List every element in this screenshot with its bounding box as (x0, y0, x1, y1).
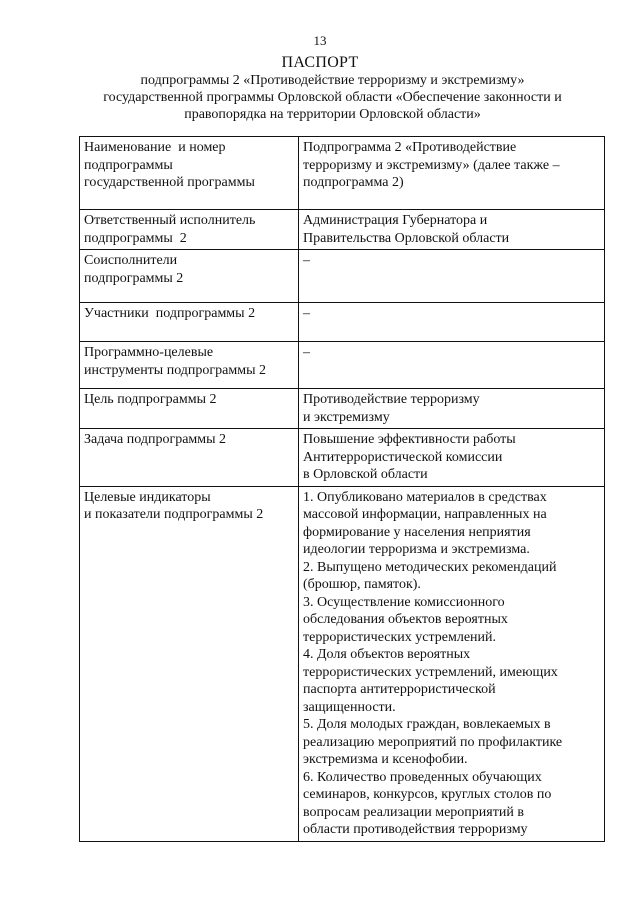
label-line: подпрограммы 2 (84, 270, 184, 286)
row-value-cell (299, 486, 605, 841)
label-line: государственной программы (84, 175, 255, 190)
value-line: 3. Осуществление комиссионного (303, 594, 505, 610)
row-value-cell (299, 137, 605, 210)
document-subtitle (60, 72, 605, 123)
label-line: Задача подпрограммы 2 (84, 432, 227, 447)
value-line: подпрограмма 2) (303, 175, 404, 190)
value-line: формирование у населения неприятия (303, 524, 531, 540)
value-line: Повышение эффективности работы (303, 432, 516, 447)
label-line: подпрограммы (84, 157, 173, 173)
row-value-cell (299, 342, 605, 389)
value-line: защищенности. (303, 699, 396, 715)
value-line: идеологии терроризма и экстремизма. (303, 542, 530, 557)
row-label-cell (80, 210, 299, 250)
value-line: семинаров, конкурсов, круглых столов по (303, 787, 552, 802)
label-line: Участники подпрограммы 2 (84, 306, 256, 321)
table-row (80, 303, 605, 342)
subtitle-line: государственной программы Орловской области «Обеспечение законности и (103, 90, 562, 105)
row-label-cell (80, 250, 299, 303)
value-line: паспорта антитеррористической (303, 682, 496, 697)
label-line: Цель подпрограммы 2 (84, 392, 217, 407)
row-value-cell (299, 429, 605, 487)
value-line: (брошюр, памяток). (303, 577, 421, 592)
value-line: – (303, 253, 310, 268)
value-line: Подпрограмма 2 «Противодействие (303, 140, 517, 155)
table-row (80, 429, 605, 487)
label-line: Ответственный исполнитель (84, 213, 256, 228)
value-line: террористических устремлений. (303, 629, 497, 645)
table-row (80, 250, 605, 303)
value-line: Антитеррористической комиссии (303, 449, 503, 465)
value-line: Правительства Орловской области (303, 230, 510, 246)
value-line: и экстремизму (303, 409, 390, 425)
row-label-cell (80, 486, 299, 841)
value-line: экстремизма и ксенофобии. (303, 752, 468, 767)
row-label-cell (80, 137, 299, 210)
row-label-cell (80, 303, 299, 342)
row-value-cell (299, 303, 605, 342)
value-line: 6. Количество проведенных обучающих (303, 769, 542, 785)
value-line: 1. Опубликовано материалов в средствах (303, 489, 547, 505)
label-line: инструменты подпрограммы 2 (84, 362, 266, 378)
row-label-cell (80, 342, 299, 389)
table-row (80, 210, 605, 250)
label-line: подпрограммы 2 (84, 230, 187, 246)
row-value-cell (299, 210, 605, 250)
value-line: 4. Доля объектов вероятных (303, 647, 471, 662)
value-line: – (303, 306, 310, 321)
table-row (80, 342, 605, 389)
subtitle-line: подпрограммы 2 «Противодействие терроризму и экстремизму» (140, 73, 525, 88)
value-line: 2. Выпущено методических рекомендаций (303, 559, 557, 575)
table-row (80, 137, 605, 210)
table-row (80, 486, 605, 841)
value-line: массовой информации, направленных на (303, 507, 547, 522)
value-line: терроризму и экстремизму» (далее также – (303, 157, 560, 173)
value-line: реализацию мероприятий по профилактике (303, 734, 563, 750)
label-line: Целевые индикаторы (84, 489, 211, 505)
row-value-cell (299, 389, 605, 429)
value-line: области противодействия терроризму (303, 822, 528, 837)
value-line: в Орловской области (303, 467, 428, 482)
label-line: Соисполнители (84, 253, 178, 268)
label-line: и показатели подпрограммы 2 (84, 507, 264, 522)
table-row (80, 389, 605, 429)
value-line: обследования объектов вероятных (303, 612, 508, 627)
label-line: Программно-целевые (84, 345, 214, 360)
passport-table (79, 136, 605, 842)
row-value-cell (299, 250, 605, 303)
value-line: Противодействие терроризму (303, 392, 480, 407)
subtitle-line: правопорядка на территории Орловской области» (184, 107, 481, 122)
value-line: вопросам реализации мероприятий в (303, 804, 524, 820)
value-line: 5. Доля молодых граждан, вовлекаемых в (303, 717, 551, 732)
document-title: ПАСПОРТ (281, 54, 359, 71)
label-line: Наименование и номер (84, 140, 226, 155)
value-line: террористических устремлений, имеющих (303, 664, 558, 680)
row-label-cell (80, 389, 299, 429)
value-line: Администрация Губернатора и (303, 213, 488, 228)
row-label-cell (80, 429, 299, 487)
page-number: 13 (313, 33, 327, 48)
value-line: – (303, 345, 310, 360)
